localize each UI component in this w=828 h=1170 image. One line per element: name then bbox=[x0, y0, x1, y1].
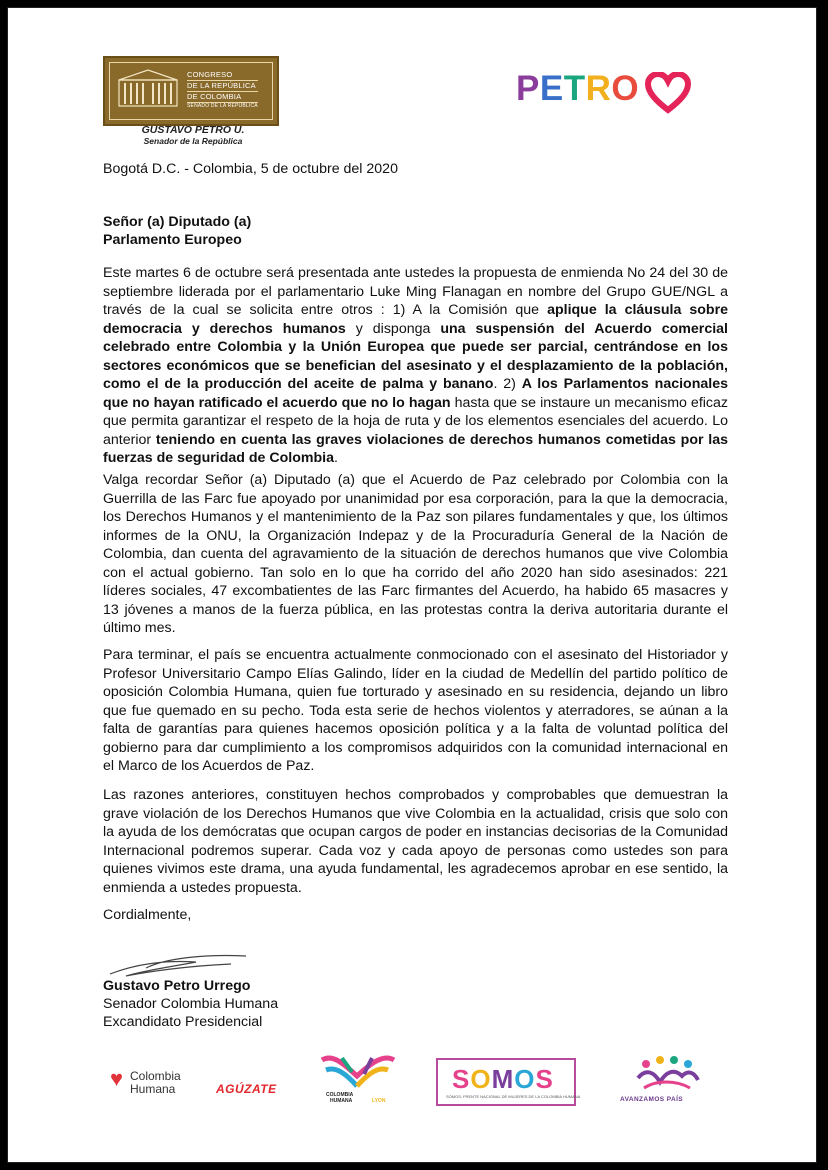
author-header bbox=[128, 124, 258, 146]
somos-logo bbox=[436, 1058, 581, 1106]
congress-logo bbox=[103, 56, 279, 126]
bold-text-run: una suspensión del Acuerdo comercial celebrado entre Colombia y la Unión Europea que puede ser parcial, centrándose en los sectores económicos que se benefician del asesinato y el desplazamiento de la población, como el de la producción del aceite de palma y banano bbox=[103, 320, 728, 392]
institution-line: DE LA REPÚBLICA bbox=[187, 81, 256, 90]
text-run: Valga recordar Señor (a) Diputado (a) que el Acuerdo de Paz celebrado por Colombia con la Guerrilla de las Farc fue apoyado por unanimidad por esa corporación, para la que la democracia, los Derechos Humanos y el mantenimiento de la Paz son pilares fundamentales y que, los últimos informes de la ONU, la Organización Indepaz y de la Procuraduría General de la Nación de Colombia, dan cuenta del agravamiento de la situación de derechos humanos que vive Colombia con el actual gobierno. Tan solo en lo que ha corrido del año 2020 han sido asesinados: 221 líderes sociales, 47 excombatientes de las Farc firmantes del Acuerdo, ha habido 65 masacres y 13 jóvenes a manos de la fuerza pública, en las protestas contra la deriva autoritaria durante el último mes. bbox=[103, 472, 728, 636]
aguzate-logo: AGÚZATE bbox=[216, 1082, 277, 1096]
petro-brand-logo bbox=[516, 70, 639, 108]
body-paragraph bbox=[103, 471, 728, 638]
body-paragraph bbox=[103, 264, 728, 468]
heart-icon: ♥ bbox=[110, 1066, 124, 1091]
institution-line: DE COLOMBIA bbox=[187, 92, 258, 103]
somos-letter: S bbox=[535, 1064, 554, 1094]
text-run: . bbox=[334, 450, 338, 466]
recipient-line: Señor (a) Diputado (a) bbox=[103, 214, 252, 230]
signer-title: Senador Colombia Humana bbox=[103, 996, 279, 1012]
letter-page bbox=[8, 8, 816, 1162]
bold-text-run: aplique la cláusula sobre democracia y derechos humanos bbox=[103, 302, 728, 337]
logo-text: HUMANA bbox=[330, 1098, 353, 1104]
signer-title: Excandidato Presidencial bbox=[103, 1014, 263, 1030]
handwritten-signature bbox=[106, 946, 256, 980]
logo-text: Humana bbox=[130, 1082, 176, 1096]
bold-text-run: teniendo en cuenta las graves violaciones de derechos humanos cometidas por las fuerzas de seguridad de Colombia bbox=[103, 431, 728, 466]
text-run: y disponga bbox=[345, 320, 441, 337]
somos-wordmark bbox=[452, 1064, 554, 1095]
capitol-building-icon bbox=[117, 68, 179, 108]
colorful-heart-icon bbox=[312, 1052, 402, 1096]
somos-letter: O bbox=[514, 1064, 536, 1094]
somos-letter: M bbox=[491, 1064, 515, 1094]
author-name: GUSTAVO PETRO U. bbox=[141, 124, 245, 136]
brand-letter: P bbox=[516, 69, 540, 108]
body-paragraph bbox=[103, 786, 728, 897]
brand-letter: T bbox=[563, 69, 586, 108]
signer-name: Gustavo Petro Urrego bbox=[103, 978, 251, 994]
text-run: . 2) bbox=[493, 376, 522, 392]
text-run: Las razones anteriores, constituyen hechos comprobados y comprobables que demuestran la grave violación de los Derechos Humanos que vive Colombia en la actualidad, crisis que solo con la ayuda de los demócratas que ocupan cargos de poder en instancias decisorias de la Comunidad Internacional podremos superar. Cada voz y cada apoyo de personas como ustedes son para quienes vivimos este drama, una ayuda fundamental, les agradecemos aprobar en ese sentido, la enmienda a ustedes propuesta. bbox=[103, 787, 728, 896]
logo-text: Colombia bbox=[130, 1069, 181, 1083]
recipient-line: Parlamento Europeo bbox=[103, 232, 242, 248]
text-run: hasta que se instaure un mecanismo eficaz que permita garantizar el respeto de la hoja de ruta y de los elementos esenciales del acuerdo. Lo anterior bbox=[103, 394, 728, 448]
body-paragraph bbox=[103, 646, 728, 776]
institution-line: CONGRESO bbox=[187, 70, 258, 81]
brand-letter: E bbox=[539, 69, 564, 108]
logo-text: COLOMBIA bbox=[326, 1092, 354, 1098]
coalition-logo bbox=[312, 1052, 402, 1112]
avanzamos-pais-text: AVANZAMOS PAÍS bbox=[620, 1096, 684, 1103]
congress-logo-text bbox=[187, 70, 258, 111]
avanzamos-pais-logo bbox=[632, 1054, 702, 1094]
somos-letter: S bbox=[452, 1064, 471, 1094]
logo-text: LYON bbox=[372, 1098, 386, 1104]
closing: Cordialmente, bbox=[103, 907, 192, 923]
people-cluster-icon bbox=[632, 1054, 702, 1094]
somos-subtitle: SOMOS: FRENTE NACIONAL DE MUJERES DE LA COLOMBIA HUMANA bbox=[446, 1094, 581, 1099]
text-run: Para terminar, el país se encuentra actualmente conmocionado con el asesinato del Historiador y Profesor Universitario Campo Elías Galindo, líder en la ciudad de Medellín del partido político de oposición Colombia Humana, quien fue torturado y asesinado en su residencia, dejando un libro que fue quemado en su pecho. Toda esta serie de hechos violentos y aterradores, se aúnan a la falta de garantías para quienes hacemos oposición política y a la falta de voluntad política del gobierno para dar cumplimiento a los compromisos adquiridos con la comunidad internacional en el Marco de los Acuerdos de Paz. bbox=[103, 647, 728, 774]
place-date: Bogotá D.C. - Colombia, 5 de octubre del 2020 bbox=[103, 161, 398, 177]
somos-letter: O bbox=[470, 1064, 492, 1094]
brand-letter: R bbox=[585, 69, 612, 108]
text-run: Este martes 6 de octubre será presentada ante ustedes la propuesta de enmienda No 24 del 30 de septiembre liderada por el parlamentario Luke Ming Flanagan en nombre del Grupo GUE/NGL a través de la cual se solicita entre otros : 1) A la Comisión que bbox=[103, 265, 728, 318]
brand-letter: O bbox=[611, 69, 640, 108]
institution-small: SENADO DE LA REPÚBLICA bbox=[187, 103, 258, 109]
heart-icon bbox=[645, 72, 691, 114]
footer-logos bbox=[8, 1050, 816, 1120]
author-title: Senador de la República bbox=[143, 136, 243, 146]
bold-text-run: A los Parlamentos nacionales que no hayan ratificado el acuerdo que no lo hagan bbox=[103, 376, 728, 411]
